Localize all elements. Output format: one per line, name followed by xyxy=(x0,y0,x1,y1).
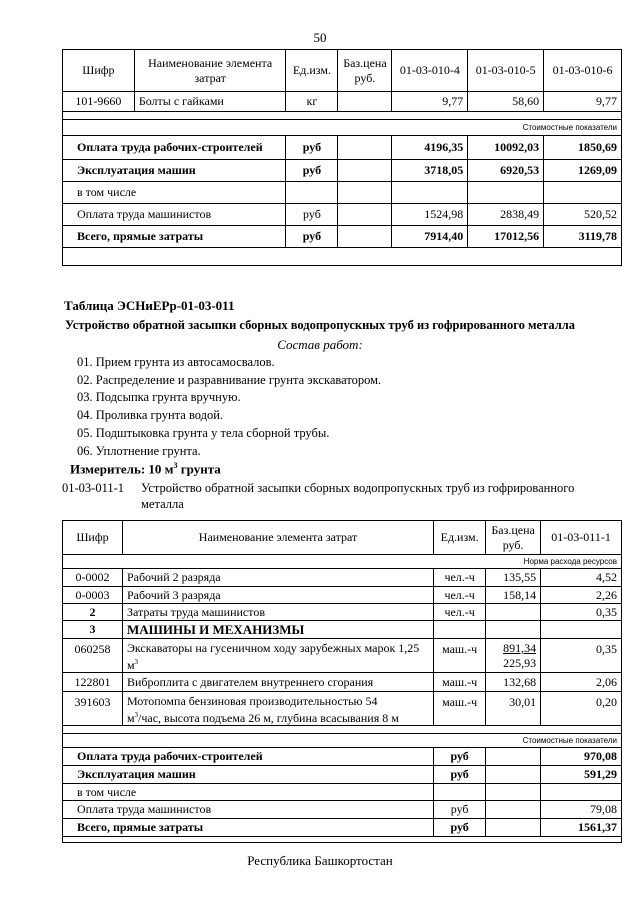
header-base-price: Баз.цена руб. xyxy=(486,521,541,555)
table-row: 122801 Виброплита с двигателем внутреннего сгорания маш.-ч 132,68 2,06 xyxy=(63,673,622,692)
cost-label: Стоимостные показатели xyxy=(63,734,622,748)
table-row: 0-0002 Рабочий 2 разряда чел.-ч 135,55 4,52 xyxy=(63,569,622,587)
table-row: Эксплуатация машин руб 591,29 xyxy=(63,766,622,784)
header-base-price: Баз.цена руб. xyxy=(338,50,392,92)
item-description: Устройство обратной засыпки сборных водопропускных труб из гофрированного xyxy=(141,481,575,495)
table-row: 2 Затраты труда машинистов чел.-ч 0,35 xyxy=(63,604,622,621)
work-item: 06. Уплотнение грунта. xyxy=(77,444,201,458)
table-row: Оплата труда рабочих-строителей руб 970,08 xyxy=(63,748,622,766)
table-row: Оплата труда машинистов руб 1524,98 2838,49 520,52 xyxy=(63,204,622,226)
table-row: в том числе xyxy=(63,784,622,801)
table-row: Оплата труда рабочих-строителей руб 4196,35 10092,03 1850,69 xyxy=(63,136,622,160)
header-col-1: 01-03-011-1 xyxy=(541,521,622,555)
table-row: 101-9660 Болты с гайками кг 9,77 58,60 9,77 xyxy=(63,92,622,112)
meter-label: Измеритель: 10 $м^3$ грунта xyxy=(70,461,221,477)
table-row: 391603 Мотопомпа бензиновая производительностью 54 $м^3$/час, высота подъема 26 м, глубина всасывания 8 м маш.-ч 30,01 0,20 xyxy=(63,692,622,726)
table-row: Эксплуатация машин руб 3718,05 6920,53 1269,09 xyxy=(63,160,622,182)
header-col-2: 01-03-010-5 xyxy=(468,50,544,92)
table-row: Всего, прямые затраты руб 1561,37 xyxy=(63,819,622,837)
resource-table-1 xyxy=(62,49,622,266)
section-label: Стоимостные показатели xyxy=(63,120,622,136)
norm-label: Норма расхода ресурсов xyxy=(63,555,622,569)
header-name: Наименование элемента затрат xyxy=(122,521,433,555)
composition-title: Состав работ: xyxy=(277,337,363,352)
section-heading: Устройство обратной засыпки сборных водопропускных труб из гофрированного металла xyxy=(64,318,575,332)
table-row: 0-0003 Рабочий 3 разряда чел.-ч 158,14 2,26 xyxy=(63,587,622,604)
header-col-1: 01-03-010-4 xyxy=(392,50,468,92)
table-row: Всего, прямые затраты руб 7914,40 17012,56 3119,78 xyxy=(63,226,622,248)
header-unit: Ед.изм. xyxy=(434,521,486,555)
header-code: Шифр xyxy=(63,50,135,92)
table-row: Оплата труда машинистов руб 79,08 xyxy=(63,801,622,819)
page-footer: Республика Башкортостан xyxy=(247,853,393,868)
work-item: 05. Подштыковка грунта у тела сборной трубы. xyxy=(77,426,330,440)
page-number: 50 xyxy=(313,30,327,45)
table-row: 060258 Экскаваторы на гусеничном ходу зарубежных марок 1,25 $м^3$ маш.-ч 891,34 225,93 0,35 xyxy=(63,639,622,673)
table-row: в том числе xyxy=(63,182,622,204)
table-row: 3 МАШИНЫ И МЕХАНИЗМЫ xyxy=(63,621,622,639)
work-item: 02. Распределение и разравнивание грунта экскаватором. xyxy=(77,373,382,387)
work-item: 03. Подсыпка грунта вручную. xyxy=(77,390,241,404)
header-name: Наименование элемента затрат xyxy=(134,50,286,92)
header-code: Шифр xyxy=(63,521,123,555)
header-unit: Ед.изм. xyxy=(286,50,338,92)
work-item: 04. Проливка грунта водой. xyxy=(77,408,224,422)
resource-table-2 xyxy=(62,520,622,843)
work-item: 01. Прием грунта из автосамосвалов. xyxy=(77,355,275,369)
item-description-cont: металла xyxy=(141,497,184,511)
header-col-3: 01-03-010-6 xyxy=(544,50,622,92)
item-code: 01-03-011-1 xyxy=(62,481,125,495)
table-title: Таблица ЭСНиЕРр-01-03-011 xyxy=(64,298,235,313)
